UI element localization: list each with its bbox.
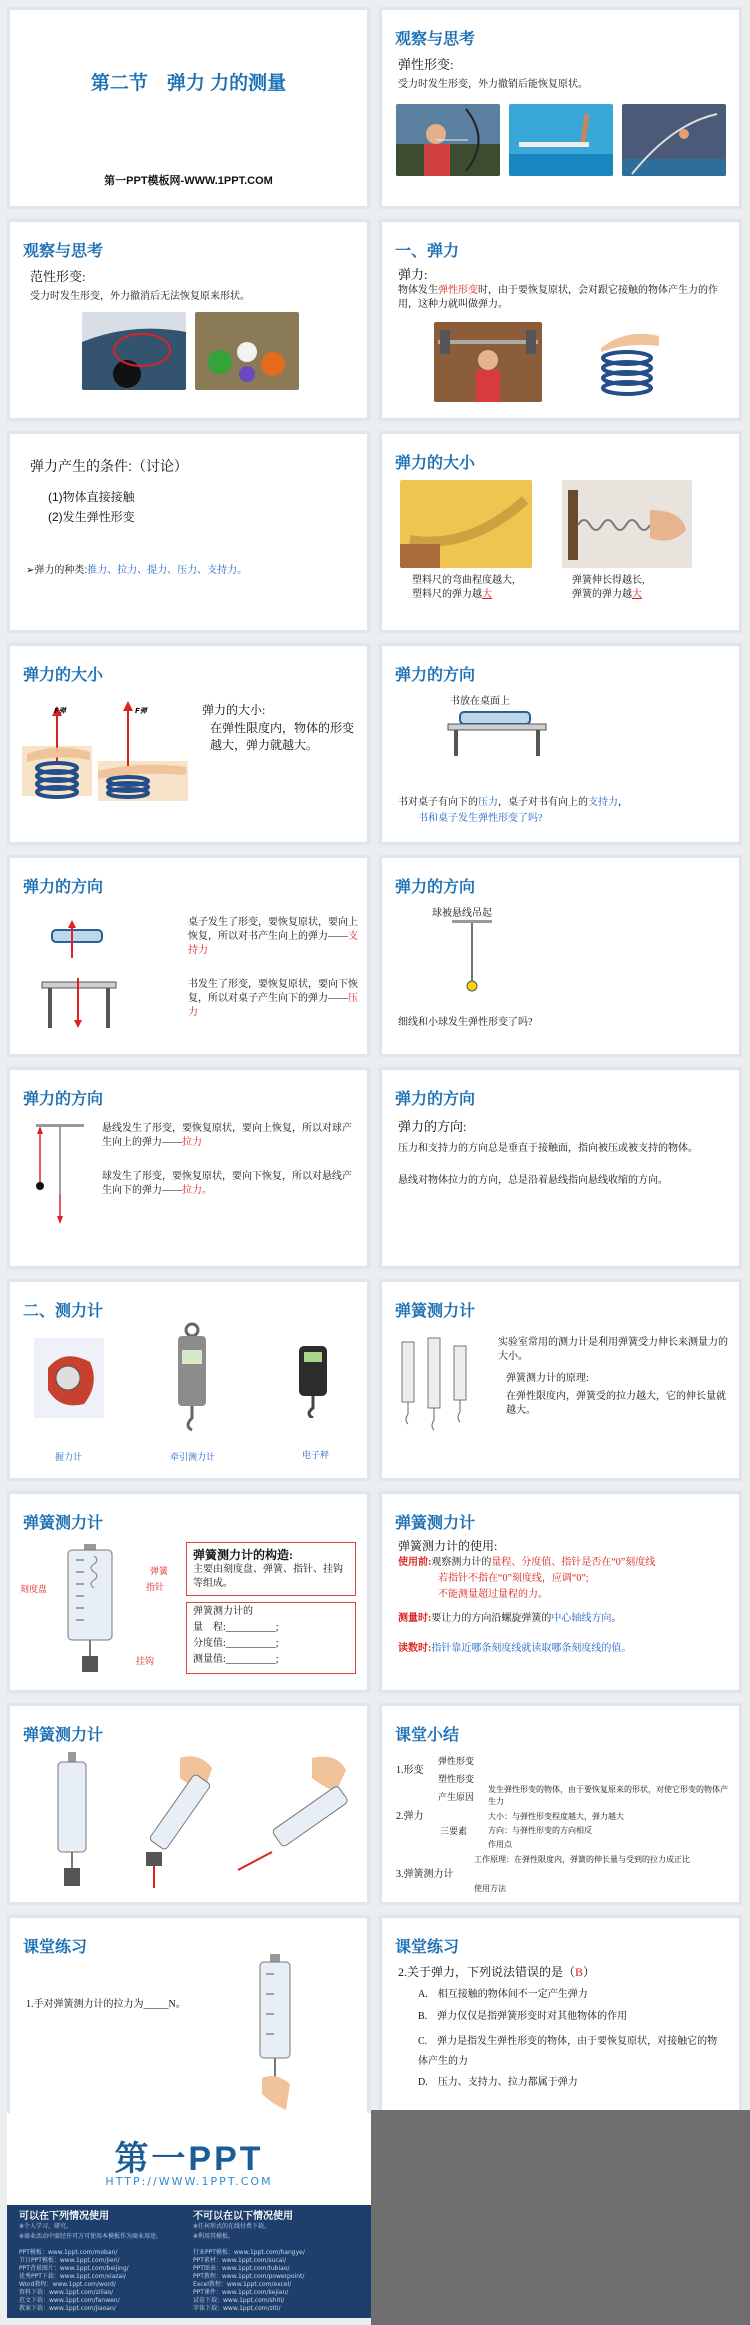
option-a: A. 相互接触的物体间不一定产生弹力 [418,1989,588,2000]
summary-elastic: 弹性形变 [438,1756,475,1766]
param-measured: 测量值:__________; [193,1654,279,1665]
vertical-meter-icon [52,1752,92,1892]
spring-meter-diagram [60,1544,120,1674]
intro-text: 实验室常用的测力计是利用弹簧受力伸长来测量力的大小。 [498,1337,728,1362]
label-dial: 刻度盘 [20,1584,48,1594]
resource-link[interactable]: 优秀PPT下载：www.1ppt.com/xiazai/ [19,2273,126,2280]
label-pointer: 指针 [146,1582,165,1592]
direction-rule-1: 压力和支持力的方向总是垂直于接触面，指向被压或被支持的物体。 [398,1143,698,1154]
tension-down-text: 球发生了形变，要恢复原状，要向下恢复，所以对悬线产生向下的弹力——拉力。 [102,1171,352,1196]
resource-link[interactable]: PPT素材：www.1ppt.com/sucai/ [193,2257,287,2264]
clay-figures-photo [195,312,299,390]
slide-heading: 一、弹力 [395,243,460,260]
lesson-title: 第二节 弹力 力的测量 [90,73,287,94]
polevault-photo [622,104,726,176]
book-on-table-icon [442,708,552,758]
ball-tension-icon [30,1124,90,1224]
subheading: 弹力: [398,267,428,282]
param-division: 分度值:__________; [193,1638,279,1649]
slide-heading: 弹簧测力计 [23,1727,104,1744]
slide-direction-summary [379,1067,742,1269]
support-explanation: 桌子发生了形变，要恢复原状，要向上恢复，所以对书产生向上的弹力——支持力 [188,917,358,956]
spring-compressed-icon [22,706,92,806]
slide-exercise-2 [379,1915,742,2117]
slide-heading: 弹力的方向 [395,667,476,684]
summary-principle: 工作原理：在弹性限度内，弹簧的伸长量与受到的拉力成正比 [474,1855,690,1864]
force-label: F弹 [135,707,147,715]
tilted-meter-hand-icon [130,1752,230,1892]
resource-link[interactable]: 字体下载：www.1ppt.com/ziti/ [193,2305,281,2312]
slide-magnitude-photos [379,431,742,633]
slide-heading: 弹力的大小 [23,667,104,684]
slide-title [7,7,370,209]
resource-link[interactable]: PPT模板：www.1ppt.com/moban/ [19,2249,118,2256]
direction-rule-2: 悬线对物体拉力的方向，总是沿着悬线指向悬线收缩的方向。 [398,1175,668,1186]
summary-force: 2.弹力 [396,1811,424,1822]
summary-method: 使用方法 [474,1884,506,1893]
slide-heading: 弹簧测力计 [23,1515,104,1532]
during-use: 测量时:要让力的方向沿螺旋弹簧的中心轴线方向。 [398,1613,622,1624]
range-warning: 不能测量超过量程的力。 [438,1589,548,1600]
construction-box [186,1542,356,1596]
summary-deformation: 1.形变 [396,1765,424,1776]
construction-text: 主要由刻度盘、弹簧、指针、挂钩等组成。 [193,1564,343,1589]
archery-photo [396,104,500,176]
slide-heading: 观察与思考 [23,243,104,260]
force-types: ➢弹力的种类:推力、拉力、提力、压力、支持力。 [26,565,248,576]
slide-observe-plastic [7,219,370,421]
resource-link[interactable]: Excel教程：www.1ppt.com/excel/ [193,2281,292,2288]
subheading: 弹性形变: [398,57,454,72]
magnitude-title: 弹力的大小: [202,703,266,717]
site-name: 第一PPT模板网-WWW.1PPT.COM [104,175,273,187]
cannot-use-2: ※利用其模板。 [193,2233,235,2240]
resource-link[interactable]: PPT图表：www.1ppt.com/tubiao/ [193,2265,290,2272]
principle-text: 在弹性限度内，弹簧受的拉力越大，它的伸长量就越大。 [506,1391,726,1416]
slide-heading: 弹力的方向 [395,879,476,896]
can-use-heading: 可以在下列情况使用 [19,2211,109,2222]
slide-elastic-force [379,219,742,421]
slide-heading: 弹力的方向 [23,879,104,896]
resource-link[interactable]: 范文下载：www.1ppt.com/fanwen/ [19,2297,120,2304]
spring-more-compressed-icon [98,701,188,806]
summary-cause-text: 发生弹性形变的物体，由于要恢复原来的形状，对使它形变的物体产生力 [488,1785,728,1806]
slide-usage [379,1491,742,1693]
figure-caption: 球被悬线吊起 [432,908,492,919]
slide-construction [7,1491,370,1693]
slide-direction-support [7,855,370,1057]
weightlifter-photo [434,322,542,402]
subheading: 弹簧测力计的使用: [398,1539,498,1553]
car-dent-photo [82,312,186,390]
can-use-2: ※商业活动中需经许可方可使用本模板作为商业用途。 [19,2233,163,2240]
slide-spring-meter-intro [379,1279,742,1481]
condition-1: (1)物体直接接触 [48,490,135,504]
summary-cause: 产生原因 [438,1792,475,1802]
parameters-title: 弹簧测力计的 [193,1606,253,1617]
traction-label: 牵引测力计 [170,1452,216,1462]
hanging-ball-icon [452,918,492,998]
book-force-icon [48,920,108,960]
label-spring: 弹簧 [150,1566,169,1576]
subheading: 弹力的方向: [398,1119,467,1134]
slide-heading: 弹簧测力计 [395,1515,476,1532]
label-hook: 挂钩 [136,1656,155,1666]
slide-exercise-1 [7,1915,370,2117]
magnitude-text: 在弹性限度内，物体的形变越大，弹力就越大。 [210,721,355,752]
summary-plastic: 塑性形变 [438,1774,475,1784]
slide-direction-tension [7,1067,370,1269]
conditions-title: 弹力产生的条件:（讨论） [30,458,188,474]
resource-link[interactable]: 资料下载：www.1ppt.com/ziliao/ [19,2289,114,2296]
slide-heading: 弹力的方向 [395,1091,476,1108]
question-text: 书和桌子发生弹性形变了吗? [418,813,543,824]
traction-dynamometer-icon [172,1322,212,1432]
force-pair-text: 书对桌子有向下的压力，桌子对书有向上的支持力， [398,797,628,808]
resource-link[interactable]: 行业PPT模板：www.1ppt.com/hangye/ [193,2249,305,2256]
slide-heading: 课堂练习 [395,1939,460,1956]
exercise-question: 1.手对弹簧测力计的拉力为_____N。 [26,1999,186,2010]
slide-dynamometers [7,1279,370,1481]
option-d: D. 压力、支持力、拉力都属于弹力 [418,2077,578,2088]
pressure-explanation: 书发生了形变，要恢复原状，要向下恢复，所以对桌子产生向下的弹力——压力 [188,979,358,1018]
figure-caption: 书放在桌面上 [450,696,510,707]
links-column-right [193,2249,363,2313]
parameters-box [186,1602,356,1674]
license-bar [7,2205,371,2318]
slide-meter-usage-pictures [7,1703,370,1905]
spring-caption: 弹簧伸长得越长, 弹簧的弹力越大 [572,575,645,600]
ppt-logo: 第一PPT [114,2140,264,2178]
construction-title: 弹簧测力计的构造: [193,1548,293,1562]
electronic-scale-icon [293,1338,333,1418]
ppt-url[interactable]: HTTP://WWW.1PPT.COM [105,2175,273,2188]
slide-heading: 课堂练习 [23,1939,88,1956]
resource-link[interactable]: PPT课件：www.1ppt.com/kejian/ [193,2289,289,2296]
resource-link[interactable]: 节日PPT模板：www.1ppt.com/jieri/ [19,2257,120,2264]
spring-hand-icon [587,322,667,402]
slide-heading: 弹力的大小 [395,455,476,472]
summary-three-elements: 三要素 [440,1826,468,1836]
zero-adjust: 若指针不指在“0”刻度线，应调“0”; [438,1573,589,1584]
slide-heading: 弹力的方向 [23,1091,104,1108]
summary-meter: 3.弹簧测力计 [396,1869,454,1880]
grip-meter-icon [34,1338,104,1418]
option-c: C. 弹力是指发生弹性形变的物体，由于要恢复原状，对接触它的物体产生的力 [418,2036,718,2067]
slide-conditions [7,431,370,633]
before-use: 使用前:观察测力计的量程、分度值、指针是否在“0”刻度线 [398,1557,656,1568]
question-text: 细线和小球发生弹性形变了吗? [398,1017,533,1028]
electronic-scale-label: 电子秤 [302,1450,330,1460]
table-force-icon [40,978,120,1033]
subheading: 范性形变: [30,269,86,284]
slide-heading: 课堂小结 [395,1727,460,1744]
param-range: 量 程:__________; [193,1622,279,1633]
spring-stretch-photo [562,480,692,568]
summary-point: 作用点 [488,1840,512,1849]
option-b: B. 弹力仅仅是指弹簧形变时对其他物体的作用 [418,2011,628,2022]
reading-rule: 读数时:指针靠近哪条刻度线就读取哪条刻度线的值。 [398,1643,632,1654]
exercise-question: 2.关于弹力，下列说法错误的是（B） [398,1965,596,1979]
links-column-left [19,2249,189,2313]
slide-heading: 二、测力计 [23,1303,104,1320]
slide-summary [379,1703,742,1905]
ruler-bend-photo [400,480,532,568]
summary-direction: 方向：与弹性形变的方向相反 [488,1826,592,1835]
resource-link[interactable]: 教案下载：www.1ppt.com/jiaoan/ [19,2305,116,2312]
resource-link[interactable]: 试卷下载：www.1ppt.com/shiti/ [193,2297,285,2304]
tension-up-text: 悬线发生了形变，要恢复原状，要向上恢复，所以对球产生向上的弹力——拉力 [102,1123,352,1148]
slide-observe-elastic [379,7,742,209]
spring-meters-icon [398,1332,478,1432]
diving-photo [509,104,613,176]
definition-text: 受力时发生形变，外力撤销后能恢复原状。 [398,79,588,90]
hanging-meter-hand-icon [250,1954,300,2114]
summary-magnitude: 大小：与弹性形变程度越大，弹力越大 [488,1812,624,1821]
can-use-1: ※个人学习、研究。 [19,2223,73,2230]
cannot-use-1: ※任何形式的在线付费下载。 [193,2223,271,2230]
force-label: F弹 [54,707,66,715]
horizontal-meter-hand-icon [232,1752,352,1892]
empty-slot [371,2110,750,2325]
cannot-use-heading: 不可以在以下情况使用 [193,2211,293,2222]
slide-direction-book [379,643,742,845]
definition-text: 物体发生弹性形变时，由于要恢复原状，会对跟它接触的物体产生力的作用，这种力就叫做弹力。 [398,285,718,310]
slide-heading: 观察与思考 [395,31,476,48]
resource-link[interactable]: Word教程：www.1ppt.com/word/ [19,2281,116,2288]
definition-text: 受力时发生形变，外力撤消后无法恢复原来形状。 [30,291,250,302]
resource-link[interactable]: PPT背景图片：www.1ppt.com/beijing/ [19,2265,129,2272]
principle-title: 弹簧测力计的原理: [506,1373,589,1384]
resource-link[interactable]: PPT教程：www.1ppt.com/powerpoint/ [193,2273,305,2280]
slide-magnitude [7,643,370,845]
advert-panel [7,2113,371,2318]
slide-heading: 弹簧测力计 [395,1303,476,1320]
ruler-caption: 塑料尺的弯曲程度越大, 塑料尺的弹力越大 [412,575,515,600]
grip-meter-label: 握力计 [55,1452,83,1462]
condition-2: (2)发生弹性形变 [48,510,135,524]
slide-direction-ball [379,855,742,1057]
